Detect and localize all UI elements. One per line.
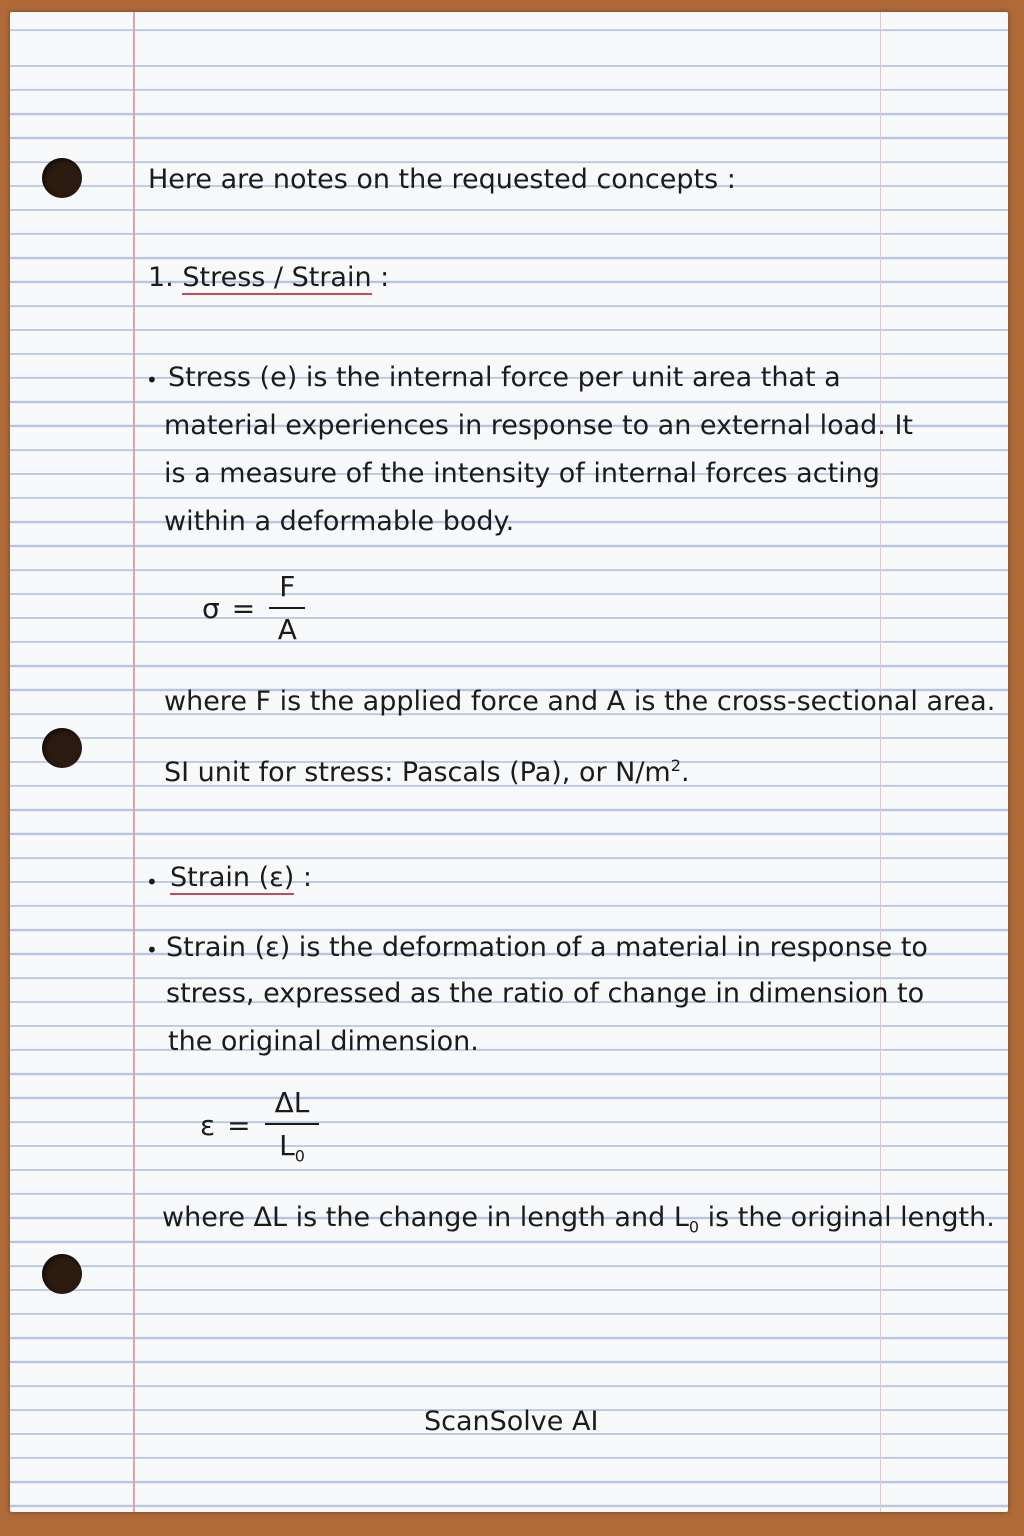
- section-heading: [148, 262, 389, 293]
- strain-colon: :: [294, 862, 312, 893]
- equals-sign: =: [231, 591, 256, 625]
- section-title: Stress / Strain: [182, 262, 372, 293]
- bullet-dot: •: [146, 368, 158, 392]
- strain-line-2: stress, expressed as the ratio of change in dimension to: [166, 978, 925, 1009]
- numerator: F: [269, 570, 305, 609]
- denominator-subscript: 0: [294, 1146, 305, 1166]
- stress-formula: [202, 570, 305, 646]
- bullet-dot: •: [146, 938, 158, 962]
- stress-si-unit: [164, 756, 690, 788]
- strain-where-subscript: 0: [688, 1217, 700, 1237]
- left-margin-line: [133, 12, 135, 1512]
- right-margin-line: [880, 12, 881, 1512]
- stress-line-1: Stress (e) is the internal force per unit area that a: [168, 362, 841, 393]
- binder-hole-middle: [42, 728, 82, 768]
- equals-sign: =: [227, 1109, 251, 1143]
- strain-heading: [170, 862, 312, 893]
- section-colon: :: [371, 262, 390, 293]
- strain-formula: [200, 1086, 319, 1166]
- fraction: [265, 1086, 320, 1166]
- si-end: .: [680, 757, 690, 788]
- strain-line-3: the original dimension.: [168, 1026, 479, 1057]
- bullet-dot: •: [146, 870, 158, 894]
- denominator: A: [277, 613, 297, 646]
- section-number: 1.: [148, 262, 174, 293]
- strain-where: [162, 1202, 995, 1236]
- fraction: [269, 570, 305, 646]
- sigma-symbol: σ: [202, 591, 220, 625]
- intro-text: Here are notes on the requested concepts :: [148, 164, 736, 195]
- binder-hole-top: [42, 158, 82, 198]
- stress-line-4: within a deformable body.: [164, 506, 515, 537]
- numerator: ΔL: [265, 1086, 320, 1125]
- si-text: SI unit for stress: Pascals (Pa), or N/m: [164, 757, 671, 788]
- strain-where-text: where ΔL is the change in length and L: [162, 1202, 689, 1233]
- epsilon-symbol: ε: [200, 1109, 216, 1143]
- strain-where-end: is the original length.: [699, 1202, 995, 1233]
- stress-where: where F is the applied force and A is the cross-sectional area.: [164, 686, 996, 717]
- si-exponent: 2: [670, 756, 681, 775]
- strain-title: Strain (ε): [170, 862, 295, 893]
- denominator-base: L: [279, 1129, 295, 1162]
- footer-brand: ScanSolve AI: [424, 1406, 599, 1437]
- notebook-page: [10, 12, 1008, 1512]
- stress-line-2: material experiences in response to an external load. It: [164, 410, 914, 441]
- stress-line-3: is a measure of the intensity of internal forces acting: [164, 458, 880, 489]
- strain-line-1: Strain (ε) is the deformation of a material in response to: [166, 932, 928, 963]
- binder-hole-bottom: [42, 1254, 82, 1294]
- denominator: [279, 1125, 305, 1166]
